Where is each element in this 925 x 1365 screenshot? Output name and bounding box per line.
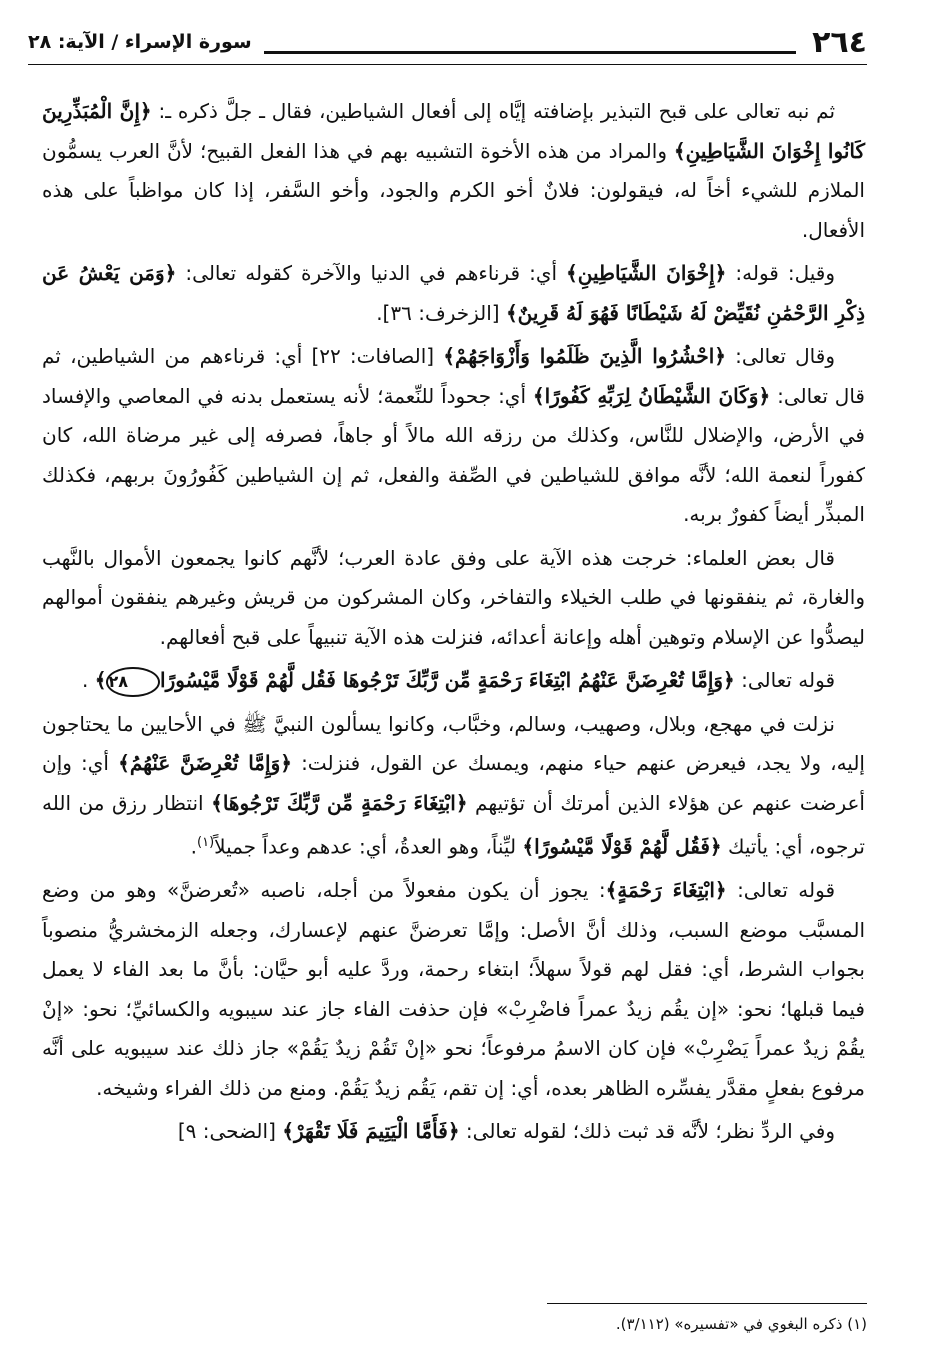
quran-quote: ﴿فَأَمَّا الْيَتِيمَ فَلَا تَقْهَرْ﴾	[282, 1119, 460, 1144]
text-segment: قوله تعالى:	[726, 878, 835, 903]
text-segment: وفي الردِّ نظر؛ لأنَّه قد ثبت ذلك؛ لقوله تعالى:	[459, 1119, 835, 1144]
footnote: (١) ذكره البغوي في «تفسيره» (٣/١١٢).	[615, 1315, 867, 1333]
running-title: سورة الإسراء / الآية: ٢٨	[28, 31, 252, 53]
text-segment: وقال تعالى:	[725, 344, 835, 368]
text-segment: ثم نبه تعالى على قبح التبذير بإضافته إيَّاه إلى أفعال الشياطين، فقال ـ جلَّ ذكره ـ:	[151, 99, 836, 123]
text-segment: انتظار رزق من الله ترجوه، أي: يأتيك	[42, 790, 865, 859]
footnote-rule	[547, 1303, 867, 1304]
footnote-ref: (١)	[197, 835, 215, 850]
quran-quote: ﴿ابْتِغَاءَ رَحْمَةٍ مِّن رَّبِّكَ تَرْجُوهَا﴾	[211, 790, 468, 815]
quran-quote: ﴿ابْتِغَاءَ رَحْمَةٍ﴾	[605, 878, 727, 903]
quran-quote: ﴿وَإِمَّا تُعْرِضَنَّ عَنْهُمُ﴾	[118, 751, 292, 775]
header-rule	[28, 64, 867, 65]
paragraph	[42, 254, 865, 333]
paragraph	[42, 705, 865, 868]
quran-quote: ﴿وَمَن يَعْشُ عَن ذِكْرِ الرَّحْمَٰنِ نُقَيِّضْ لَهُ شَيْطَانًا فَهُوَ لَهُ قَرِينٌ﴾	[42, 261, 865, 325]
quran-quote: ﴿فَقُل لَّهُمْ قَوْلًا مَّيْسُورًا﴾	[522, 834, 722, 859]
paragraph	[42, 92, 865, 250]
text-segment: [الضحى: ٩]	[177, 1119, 283, 1144]
page-number: ٢٦٤	[812, 24, 867, 60]
quran-quote: ﴿إِخْوَانَ الشَّيَاطِينِ﴾	[566, 261, 727, 285]
text-segment: أي: قرناءهم في الدنيا والآخرة كقوله تعالى:	[176, 261, 567, 285]
text-segment: .	[82, 668, 95, 692]
quran-quote: ﴿احْشُرُوا الَّذِينَ ظَلَمُوا وَأَزْوَاجَهُمْ﴾	[443, 344, 726, 368]
paragraph	[42, 337, 865, 535]
page-header	[28, 22, 867, 62]
paragraph	[42, 539, 865, 658]
quran-quote: ﴿وَكَانَ الشَّيْطَانُ لِرَبِّهِ كَفُورًا﴾	[532, 383, 771, 408]
quran-quote: ﴾	[94, 668, 107, 692]
text-segment: : يجوز أن يكون مفعولاً من أجله، ناصبه «تُعرضنَّ» وهو من وضع المسبَّب موضع السبب، وذلك أنَّ الأصل: وإمَّا تعرضنَّ عنهم لإعسارك، وجعله الزمخشريُّ منصوباً بجواب الشرط، أي: فقل لهم قولاً سهلاً؛ ابتغاء رحمة، وردَّ عليه أبو حيَّان: بأنَّ ما بعد الفاء لا يعمل فيما قبلها؛ نحو: «إن يقُم زيدٌ عمراً فاضْرِبْ» فإن حذفت الفاء جاز عند سيبويه والكسائيِّ؛ نحو: «إنْ يقُمْ زيدٌ عمراً يَضْرِبْ» فإن كان الاسمُ مرفوعاً؛ نحو «إنْ تَقُمْ زيدٌ يَقُمْ» جاز ذلك عند سيبويه على أنَّه مرفوع بفعلٍ مقدَّر يفسِّره الظاهر بعده، أي: إن تقم، يَقُم زيدٌ يَقُمْ. ومنع من ذلك الفراء وشيخه.	[42, 878, 865, 1100]
paragraph	[42, 1112, 865, 1152]
ayah-number: ٢٨	[106, 667, 160, 697]
text-segment: [الصافات: ٢٢] أي: قرناءهم من الشياطين، ثم قال تعالى:	[42, 344, 865, 408]
paragraph	[42, 871, 865, 1108]
text-segment: أي: وإن أعرضت عنهم عن هؤلاء الذين أمرتك أن تؤتيهم	[42, 751, 865, 815]
text-segment: وقيل: قوله:	[726, 261, 835, 285]
text-segment: .	[190, 834, 197, 859]
page-body	[42, 92, 865, 1156]
paragraph	[42, 661, 865, 701]
text-segment: أي: جحوداً للنِّعمة؛ لأنه يستعمل بدنه في المعاصي والإفساد في الأرض، والإضلال للنَّاس، وكذلك من رزقه الله مالاً أو جاهاً، فصرفه إلى غير مرضاة الله، كان كفوراً لنعمة الله؛ لأنَّه موافق للشياطين في الصِّفة والفعل، ثم إن الشياطين كَفُورُونَ بربهم، فكذلك المبذِّر أيضاً كفورٌ بربه.	[42, 383, 865, 526]
text-segment: والمراد من هذه الأخوة التشبيه بهم في هذا الفعل القبيح؛ لأنَّ العرب يسمُّون الملازم للشيء أخاً له، فيقولون: فلانٌ أخو الكرم والجود، وأخو السَّفر، إذا كان مواظباً على هذه الأفعال.	[42, 138, 865, 242]
text-segment: ليِّناً، وهو العدةُ، أي: عدهم وعداً جميلاً	[214, 834, 523, 859]
text-segment: قوله تعالى:	[734, 668, 835, 692]
text-segment: قال بعض العلماء: خرجت هذه الآية على وفق عادة العرب؛ لأنَّهم كانوا يجمعون الأموال بالنَّهب والغارة، ثم ينفقونها في طلب الخيلاء والتفاخر، وكان المشركون من قريش وغيرهم ينفقون أموالهم ليصدُّوا عن الإسلام وتوهين أهله وإعانة أعدائه، فنزلت هذه الآية تنبيهاً على قبح أفعالهم.	[42, 545, 865, 649]
quran-quote: ﴿إِنَّ الْمُبَذِّرِينَ كَانُوا إِخْوَانَ الشَّيَاطِينِ﴾	[42, 99, 865, 163]
text-segment: [الزخرف: ٣٦].	[376, 300, 506, 325]
quran-quote: ﴿وَإِمَّا تُعْرِضَنَّ عَنْهُمُ ابْتِغَاءَ رَحْمَةٍ مِّن رَّبِّكَ تَرْجُوهَا فَقُل لَّهُمْ قَوْلًا مَّيْسُورًا	[160, 668, 735, 692]
text-segment: نزلت في مهجع، وبلال، وصهيب، وسالم، وخبَّاب، وكانوا يسألون النبيَّ ﷺ في الأحايين ما يحتاجون إليه، ولا يجد، فيعرض عنهم حياء منهم، ويمسك عن القول، فنزلت:	[42, 711, 865, 775]
header-line	[264, 51, 796, 54]
